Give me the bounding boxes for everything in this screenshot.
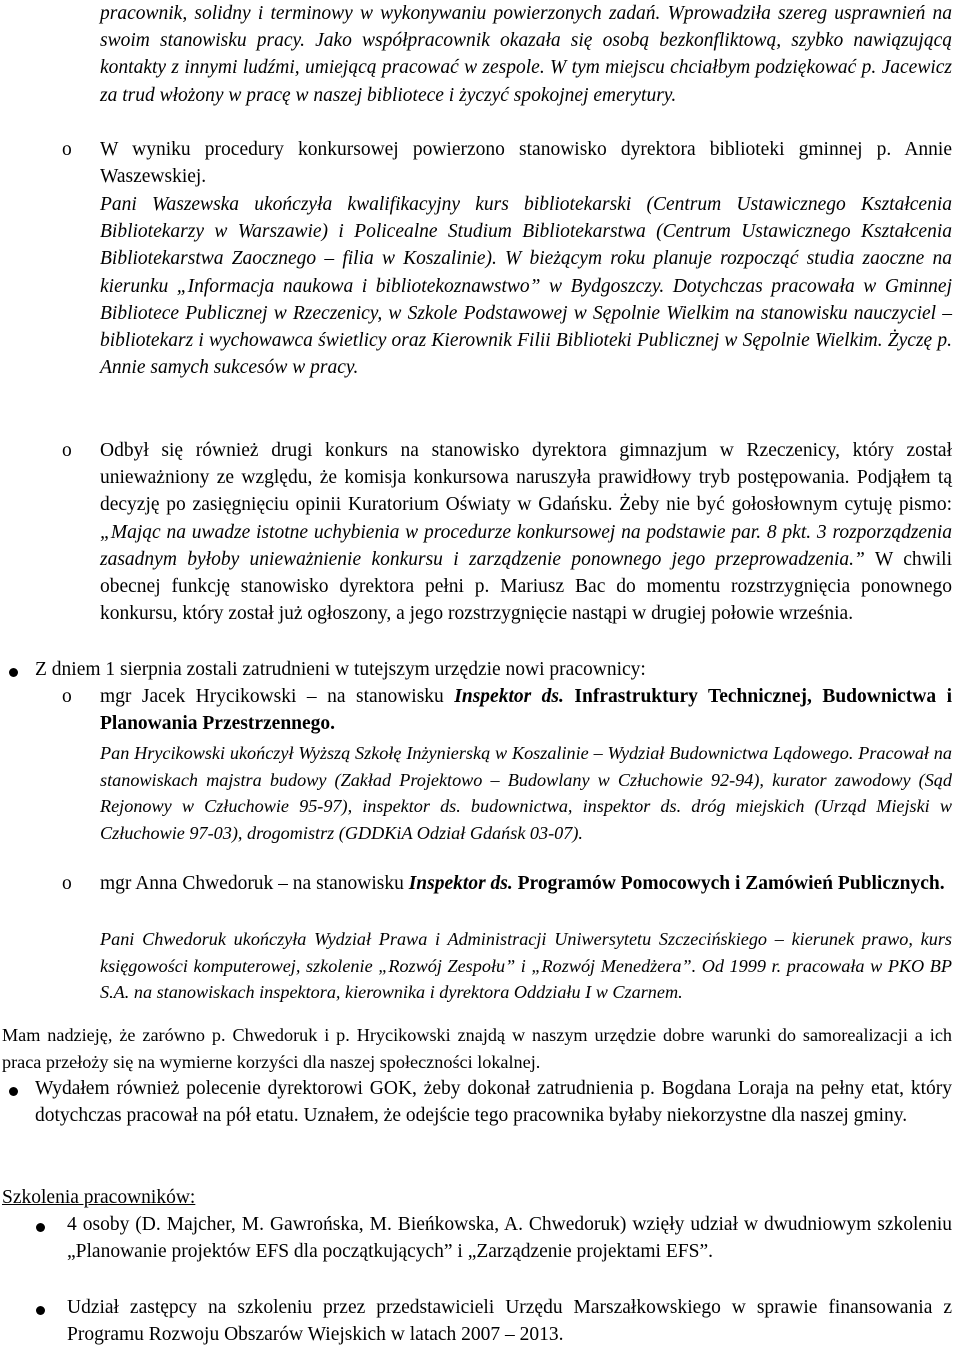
gimnazjum-text-2: W chwili obecnej funkcję stanowisko dyrektora pełni p. Mariusz Bac do momentu rozstrzygnięcia ponownego konkursu, który został już ogłoszony, a jego rozstrzygnięcie nastąpi w drugiej połowie września. — [100, 548, 952, 625]
chwedoruk-name: mgr Anna Chwedoruk – na stanowisku — [100, 873, 409, 894]
bullet-dot — [36, 1223, 45, 1232]
training-heading: Szkolenia pracowników: — [2, 1187, 196, 1208]
hope-paragraph: Mam nadzieję, że zarówno p. Chwedoruk i p. Hrycikowski znajdą w naszym urzędzie dobre warunki do samorealizacji a ich praca przełoży się na wymierne korzyści dla naszej społeczności lokalnej. — [2, 1025, 952, 1072]
hrycikowski-position-prefix: Inspektor ds. — [454, 686, 564, 707]
bullet-dot — [9, 668, 18, 677]
list-marker: o — [62, 686, 72, 707]
hrycikowski-position: Infrastruktury Technicznej, Budownictwa i Planowania Przestrzennego. — [100, 686, 952, 735]
kuratorium-quote: „Mając na uwadze istotne uchybienia w procedurze konkursowej na podstawie par. 8 pkt. 3 rozporządzenia zasadnym byłoby unieważnienie konkursu i zarządzenie ponownego jego przeprowadzenia.” — [100, 521, 952, 570]
gimnazjum-paragraph — [100, 437, 952, 627]
list-marker: o — [62, 139, 72, 160]
chwedoruk-position: Programów Pomocowych i Zamówień Publicznych. — [512, 873, 945, 894]
hrycikowski-name: mgr Jacek Hrycikowski – na stanowisku — [100, 686, 455, 707]
hrycikowski-bio-paragraph: Pan Hrycikowski ukończył Wyższą Szkołę Inżynierską w Koszalinie – Wydział Budownictwa Lądowego. Pracował na stanowiskach majstra budowy (Zakład Projektowo – Budowlany w Człuchowie 92-94), kurator zawodowy (Sąd Rejonowy w Człuchowie 95-97), inspektor ds. budownictwa, inspektor ds. dróg miejskich (Urząd Miejski w Człuchowie 97-03), drogomistrz (GDDKiA Odział Gdańsk 03-07). — [100, 743, 952, 843]
intro-paragraph: pracownik, solidny i terminowy w wykonywaniu powierzonych zadań. Wprowadziła szereg usprawnień na swoim stanowisku pracy. Jako współpracownik okazała się osobą bezkonfliktową, szybko nawiązującą kontakty z innymi ludźmi, umiejącą pracować w zespole. W tym miejscu chciałbym podziękować p. Jacewicz za trud włożony w pracę w naszej bibliotece i życzyć spokojnej emerytury. — [100, 3, 952, 106]
list-marker: o — [62, 873, 72, 894]
bullet-dot — [9, 1087, 18, 1096]
bullet-dot — [36, 1306, 45, 1315]
gok-paragraph: Wydałem również polecenie dyrektorowi GOK, żeby dokonał zatrudnienia p. Bogdana Loraja na pełny etat, który dotychczas pracował na pół etatu. Uznałem, że odejście tego pracownika byłaby niekorzystne dla naszej gminy. — [35, 1078, 952, 1127]
hrycikowski-paragraph — [100, 683, 952, 737]
training-item: 4 osoby (D. Majcher, M. Gawrońska, M. Bieńkowska, A. Chwedoruk) wzięły udział w dwudniowym szkoleniu „Planowanie projektów EFS dla początkujących” i „Zarządzenie projektami EFS”. — [67, 1214, 952, 1263]
chwedoruk-paragraph — [100, 870, 952, 897]
training-item: Udział zastępcy na szkoleniu przez przedstawicieli Urzędu Marszałkowskiego w sprawie finansowania z Programu Rozwoju Obszarów Wiejskich w latach 2007 – 2013. — [67, 1297, 952, 1346]
chwedoruk-position-prefix: Inspektor ds. — [408, 873, 513, 894]
library-director-paragraph: W wyniku procedury konkursowej powierzono stanowisko dyrektora biblioteki gminnej p. Annie Waszewskiej. — [100, 139, 952, 188]
new-staff-paragraph: Z dniem 1 sierpnia zostali zatrudnieni w tutejszym urzędzie nowi pracownicy: — [35, 659, 646, 680]
list-marker: o — [62, 440, 72, 461]
librarian-bio-paragraph: Pani Waszewska ukończyła kwalifikacyjny kurs bibliotekarski (Centrum Ustawicznego Kształcenia Bibliotekarzy w Warszawie) i Policealne Studium Bibliotekarstwa (Centrum Ustawicznego Kształcenia Bibliotekarstwa Zaocznego – filia w Koszalinie). W bieżącym roku planuje rozpocząć studia zaoczne na kierunku „Informacja naukowa i bibliotekoznawstwo” w Bydgoszczy. Dotychczas pracowała w Gminnej Bibliotece Publicznej w Rzeczenicy, w Szkole Podstawowej w Sępolnie Wielkim na stanowisku nauczyciel – bibliotekarz i wychowawca świetlicy oraz Kierownik Filii Biblioteki Publicznej w Sępolnie Wielkim. Życzę p. Annie samych sukcesów w pracy. — [100, 194, 952, 379]
gimnazjum-text-1: Odbył się również drugi konkurs na stanowisko dyrektora gimnazjum w Rzeczenicy, który został unieważniony ze względu, że komisja konkursowa naruszyła prawidłowy tryb postępowania. Podjąłem tą decyzję po zasięgnięciu opinii Kuratorium Oświaty w Gdańsku. Żeby nie być gołosłownym cytuję pismo: — [100, 440, 952, 516]
chwedoruk-bio-paragraph: Pani Chwedoruk ukończyła Wydział Prawa i Administracji Uniwersytetu Szczecińskiego – kierunek prawo, kurs księgowości komputerowej, szkolenie „Rozwój Zespołu” i „Rozwój Menedżera”. Od 1999 r. pracowała w PKO BP S.A. na stanowiskach inspektora, kierownika i dyrektora Oddziału I w Czarnem. — [100, 929, 952, 1003]
